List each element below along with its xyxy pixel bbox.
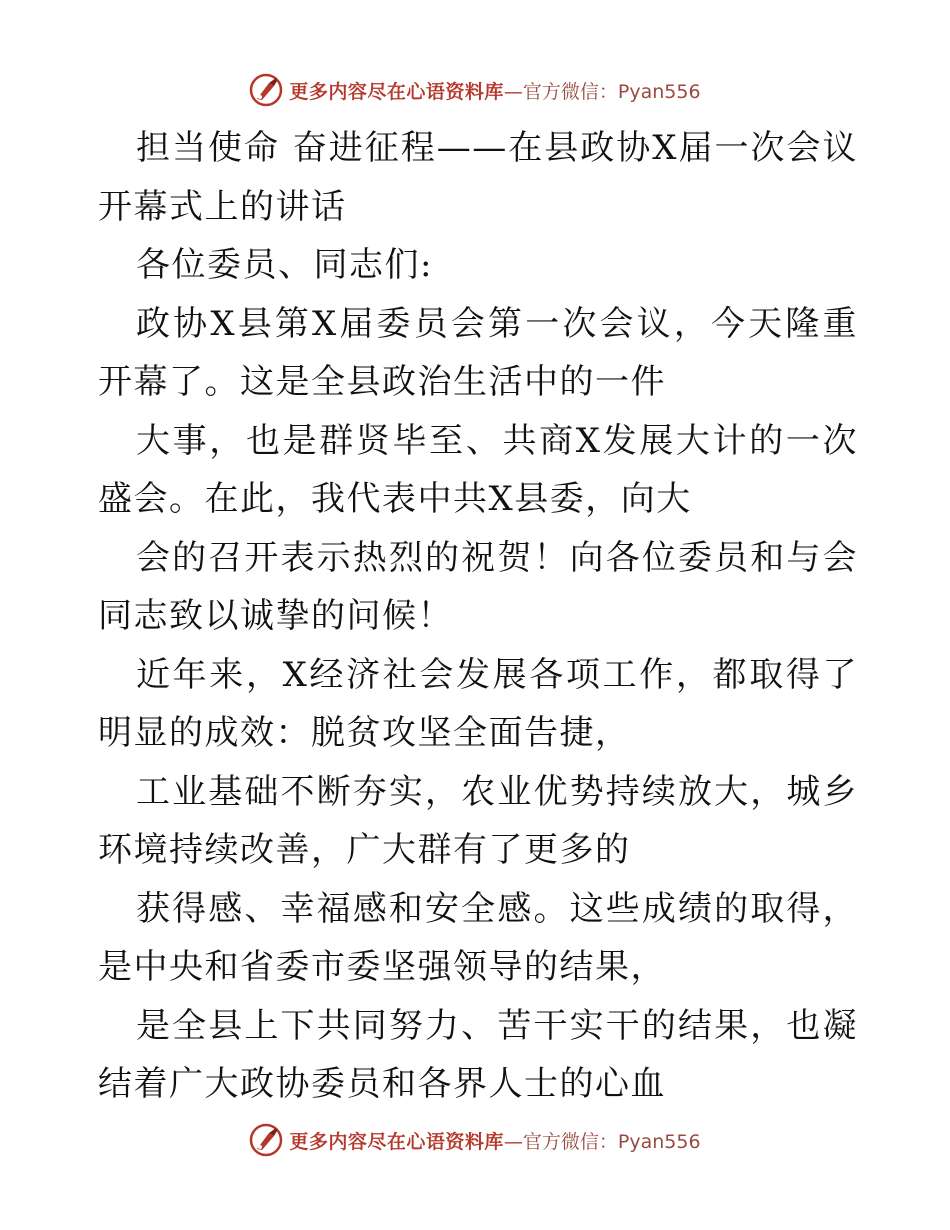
quill-pen-logo-icon [249,1123,283,1157]
paragraph: 是全县上下共同努力、苦干实干的结果，也凝结着广大政协委员和各界人士的心血 [98,1005,858,1104]
banner-wechat-text: 官方微信：Pyan556 [522,1130,701,1153]
banner-main-text: 更多内容尽在心语资料库 [289,1130,504,1153]
banner-text [289,77,700,104]
banner-dash: — [503,80,523,103]
paragraph: 会的召开表示热烈的祝贺！向各位委员和与会同志致以诚挚的问候！ [98,537,858,636]
paragraph: 政协Ⅹ县第Ⅹ届委员会第一次会议，今天隆重开幕了。这是全县政治生活中的一件 [98,303,858,402]
footer-banner [0,1120,950,1160]
document-body [98,119,858,1114]
paragraph: 近年来，Ⅹ经济社会发展各项工作，都取得了明显的成效：脱贫攻坚全面告捷， [98,654,858,753]
banner-text [289,1127,700,1154]
paragraph: 获得感、幸福感和安全感。这些成绩的取得，是中央和省委市委坚强领导的结果， [98,888,858,987]
banner-dash: — [503,1130,523,1153]
paragraph: 工业基础不断夯实，农业优势持续放大，城乡环境持续改善，广大群有了更多的 [98,771,858,870]
document-title: 担当使命 奋进征程——在县政协Ⅹ届一次会议开幕式上的讲话 [98,128,858,227]
salutation: 各位委员、同志们: [136,245,433,285]
banner-wechat-text: 官方微信：Pyan556 [522,80,701,103]
banner-main-text: 更多内容尽在心语资料库 [289,80,504,103]
header-banner [0,70,950,110]
paragraph: 大事，也是群贤毕至、共商Ⅹ发展大计的一次盛会。在此，我代表中共Ⅹ县委，向大 [98,420,858,519]
quill-pen-logo-icon [249,73,283,107]
